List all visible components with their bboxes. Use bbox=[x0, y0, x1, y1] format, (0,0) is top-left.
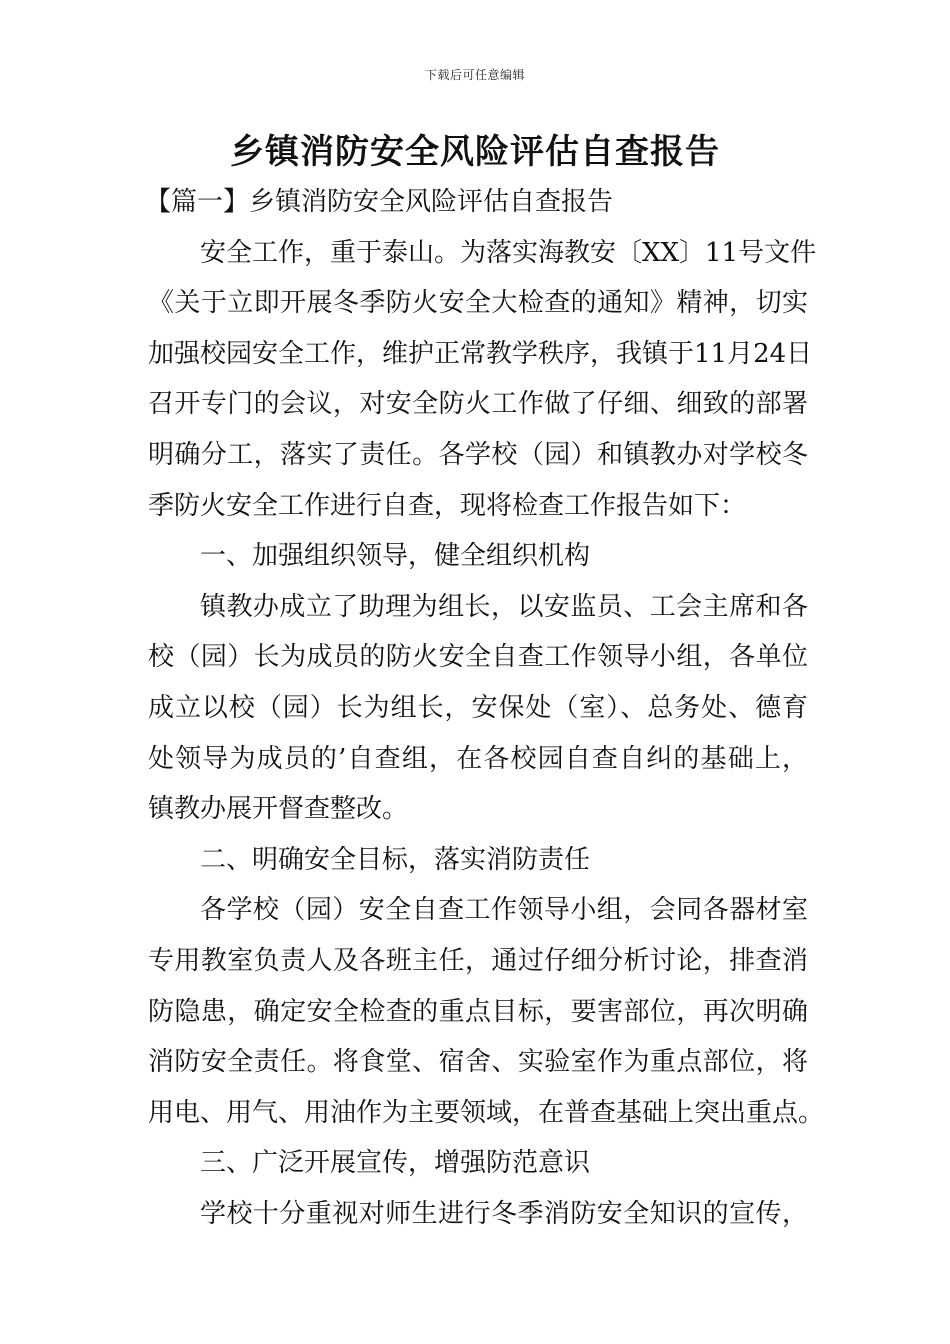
header-note: 下载后可任意编辑 bbox=[424, 68, 525, 82]
paragraph-line: 加强校园安全工作，维护正常教学秩序，我镇于11月24日 bbox=[148, 338, 813, 369]
paragraph-line: 召开专门的会议，对安全防火工作做了仔细、细致的部署 bbox=[148, 389, 808, 420]
paragraph-line: 专用教室负责人及各班主任，通过仔细分析讨论，排查消 bbox=[148, 945, 808, 976]
section-heading-1: 一、加强组织领导，健全组织机构 bbox=[200, 541, 591, 572]
document-body bbox=[145, 177, 825, 1239]
paragraph-line: 《关于立即开展冬季防火安全大检查的通知》精神，切实 bbox=[148, 288, 808, 319]
paragraph-line: 镇教办展开督查整改。 bbox=[148, 794, 409, 825]
section-heading-part-one: 【篇一】乡镇消防安全风险评估自查报告 bbox=[145, 187, 614, 217]
document-title: 乡镇消防安全风险评估自查报告 bbox=[230, 132, 720, 172]
paragraph-line: 用电、用气、用油作为主要领域，在普查基础上突出重点。 bbox=[148, 1097, 825, 1128]
section-heading-2: 二、明确安全目标，落实消防责任 bbox=[200, 844, 591, 875]
section-heading-3: 三、广泛开展宣传，增强防范意识 bbox=[200, 1148, 591, 1179]
paragraph-line: 防隐患，确定安全检查的重点目标，要害部位，再次明确 bbox=[148, 996, 808, 1027]
paragraph-line: 明确分工，落实了责任。各学校（园）和镇教办对学校冬 bbox=[148, 439, 808, 470]
paragraph-line: 镇教办成立了助理为组长，以安监员、工会主席和各 bbox=[200, 591, 808, 622]
paragraph-line: 安全工作，重于泰山。为落实海教安〔XX〕11号文件 bbox=[200, 237, 817, 268]
paragraph-line: 成立以校（园）长为组长，安保处（室）、总务处、德育 bbox=[148, 692, 808, 723]
paragraph-line: 处领导为成员的’自查组，在各校园自查自纠的基础上， bbox=[148, 743, 808, 774]
paragraph-line: 学校十分重视对师生进行冬季消防安全知识的宣传， bbox=[200, 1198, 808, 1229]
paragraph-line: 校（园）长为成员的防火安全自查工作领导小组，各单位 bbox=[148, 642, 808, 673]
paragraph-line: 季防火安全工作进行自查，现将检查工作报告如下： bbox=[148, 490, 747, 521]
paragraph-line: 各学校（园）安全自查工作领导小组，会同各器材室 bbox=[200, 895, 808, 926]
paragraph-line: 消防安全责任。将食堂、宿舍、实验室作为重点部位，将 bbox=[148, 1047, 808, 1078]
